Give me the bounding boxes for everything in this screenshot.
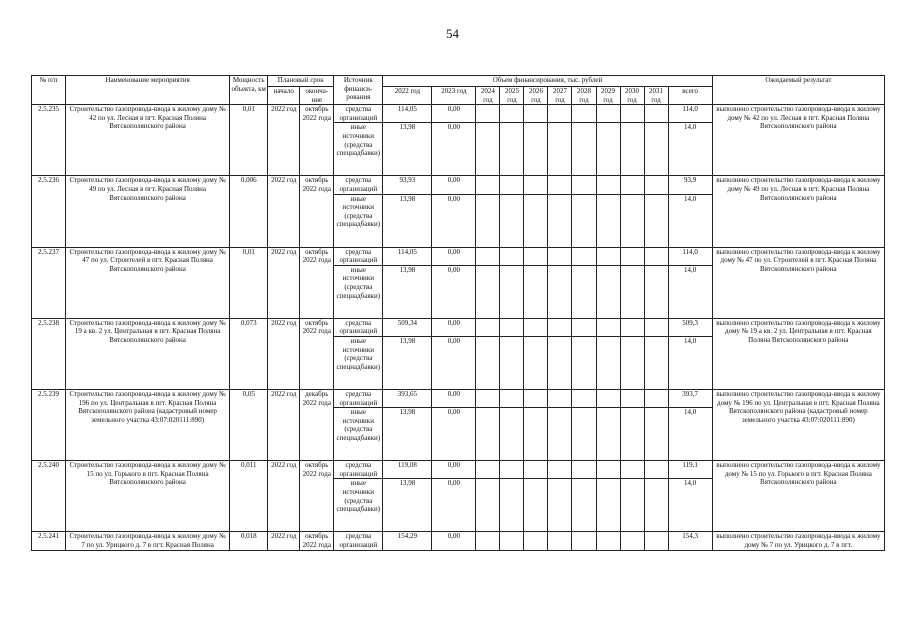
amount-2022: 154,29 <box>383 532 432 550</box>
expected-result: выполнено строительство газопровода-ввода к жилому дому № 49 по ул. Лесная в пгт. Красная Поляна Вятскополянского района <box>712 176 884 247</box>
amount-total: 509,3 <box>668 318 712 336</box>
header-num: № п/п <box>32 76 66 105</box>
amount-total: 114,0 <box>668 105 712 123</box>
amount-2023: 0,00 <box>432 123 476 176</box>
header-name: Наименование мероприятия <box>66 76 230 105</box>
amount-empty <box>500 408 524 461</box>
term-start: 2022 год <box>268 247 300 318</box>
amount-empty <box>572 408 596 461</box>
amount-empty <box>524 194 548 247</box>
amount-empty <box>596 105 620 123</box>
amount-empty <box>620 123 644 176</box>
amount-empty <box>644 408 668 461</box>
amount-2022: 393,65 <box>383 389 432 407</box>
amount-empty <box>644 318 668 336</box>
funding-table <box>31 75 885 551</box>
amount-2023: 0,00 <box>432 408 476 461</box>
amount-empty <box>548 389 572 407</box>
amount-empty <box>644 247 668 265</box>
header-total: всего <box>668 87 712 105</box>
amount-empty <box>596 194 620 247</box>
amount-2023: 0,00 <box>432 479 476 532</box>
amount-empty <box>500 389 524 407</box>
amount-empty <box>596 176 620 194</box>
amount-empty <box>548 479 572 532</box>
amount-total: 119,1 <box>668 461 712 479</box>
amount-empty <box>500 532 524 550</box>
row-number: 2.5.241 <box>32 532 66 550</box>
term-end: декабрь 2022 года <box>300 389 334 460</box>
amount-empty <box>596 461 620 479</box>
amount-empty <box>548 123 572 176</box>
term-start: 2022 год <box>268 461 300 532</box>
amount-total: 154,3 <box>668 532 712 550</box>
row-number: 2.5.235 <box>32 105 66 176</box>
header-term-start: начало <box>268 87 300 105</box>
header-year: 2024 год <box>476 87 500 105</box>
amount-empty <box>500 265 524 318</box>
amount-empty <box>548 265 572 318</box>
amount-empty <box>572 532 596 550</box>
amount-empty <box>476 336 500 389</box>
amount-2023: 0,00 <box>432 318 476 336</box>
amount-empty <box>572 176 596 194</box>
amount-empty <box>620 247 644 265</box>
header-year: 2029 год <box>596 87 620 105</box>
amount-empty <box>572 318 596 336</box>
amount-empty <box>476 318 500 336</box>
capacity-value: 0,073 <box>230 318 268 389</box>
funding-source: иные источники (средства спецнадбавки) <box>334 123 383 176</box>
measure-name: Строительство газопровода-ввода к жилому дому № 19 а кв. 2 ул. Центральная в пгт. Красная Поляна Вятскополянского района <box>66 318 230 389</box>
amount-empty <box>620 532 644 550</box>
funding-source: иные источники (средства спецнадбавки) <box>334 479 383 532</box>
header-result: Ожидаемый результат <box>712 76 884 105</box>
funding-source: иные источники (средства спецнадбавки) <box>334 194 383 247</box>
header-year: 2027 год <box>548 87 572 105</box>
amount-2022: 13,98 <box>383 123 432 176</box>
amount-total: 14,0 <box>668 479 712 532</box>
expected-result: выполнено строительство газопровода-ввода к жилому дому № 19 а кв. 2 ул. Центральная в пгт. Красная Поляна Вятскополянского района <box>712 318 884 389</box>
expected-result: выполнено строительство газопровода-ввода к жилому дому № 7 по ул. Урицкого д. 7 в пгт. <box>712 532 884 550</box>
amount-empty <box>524 318 548 336</box>
amount-empty <box>500 318 524 336</box>
header-year: 2028 год <box>572 87 596 105</box>
amount-empty <box>500 479 524 532</box>
amount-empty <box>620 479 644 532</box>
amount-total: 393,7 <box>668 389 712 407</box>
amount-empty <box>476 532 500 550</box>
amount-empty <box>596 265 620 318</box>
amount-empty <box>596 389 620 407</box>
amount-empty <box>596 479 620 532</box>
capacity-value: 0,01 <box>230 105 268 176</box>
term-end: октябрь 2022 года <box>300 461 334 532</box>
amount-empty <box>644 479 668 532</box>
amount-empty <box>524 123 548 176</box>
term-start: 2022 год <box>268 105 300 176</box>
funding-source: средства организаций <box>334 461 383 479</box>
amount-2022: 93,93 <box>383 176 432 194</box>
amount-total: 14,0 <box>668 123 712 176</box>
expected-result: выполнено строительство газопровода-ввода к жилому дому № 196 по ул. Центральная в пгт. Красная Поляна Вятскополянского района (кадастровый номер земельного участка 43:07:020111:890) <box>712 389 884 460</box>
table-row <box>32 105 885 123</box>
funding-source: средства организаций <box>334 532 383 550</box>
amount-empty <box>524 479 548 532</box>
amount-2022: 13,98 <box>383 265 432 318</box>
amount-total: 14,0 <box>668 194 712 247</box>
header-year: 2022 год <box>383 87 432 105</box>
header-term-end: оконча-ние <box>300 87 334 105</box>
amount-empty <box>572 105 596 123</box>
amount-empty <box>644 105 668 123</box>
amount-2023: 0,00 <box>432 461 476 479</box>
term-end: октябрь 2022 года <box>300 532 334 550</box>
amount-2022: 114,05 <box>383 247 432 265</box>
amount-empty <box>476 194 500 247</box>
amount-empty <box>644 265 668 318</box>
amount-empty <box>548 247 572 265</box>
term-end: октябрь 2022 года <box>300 318 334 389</box>
amount-2023: 0,00 <box>432 247 476 265</box>
capacity-value: 0,018 <box>230 532 268 550</box>
term-end: октябрь 2022 года <box>300 247 334 318</box>
amount-empty <box>644 532 668 550</box>
funding-source: иные источники (средства спецнадбавки) <box>334 336 383 389</box>
capacity-value: 0,01 <box>230 247 268 318</box>
amount-empty <box>524 389 548 407</box>
amount-2023: 0,00 <box>432 105 476 123</box>
amount-empty <box>548 461 572 479</box>
amount-2022: 119,08 <box>383 461 432 479</box>
amount-2022: 13,98 <box>383 479 432 532</box>
amount-empty <box>500 336 524 389</box>
amount-2023: 0,00 <box>432 176 476 194</box>
row-number: 2.5.238 <box>32 318 66 389</box>
term-start: 2022 год <box>268 318 300 389</box>
amount-empty <box>548 194 572 247</box>
amount-2023: 0,00 <box>432 336 476 389</box>
table-row <box>32 176 885 194</box>
amount-empty <box>620 336 644 389</box>
amount-empty <box>476 176 500 194</box>
amount-empty <box>620 389 644 407</box>
amount-2022: 13,98 <box>383 194 432 247</box>
amount-empty <box>476 479 500 532</box>
term-start: 2022 год <box>268 389 300 460</box>
amount-empty <box>548 318 572 336</box>
capacity-value: 0,006 <box>230 176 268 247</box>
amount-empty <box>548 176 572 194</box>
amount-empty <box>620 265 644 318</box>
amount-empty <box>644 176 668 194</box>
amount-empty <box>644 461 668 479</box>
row-number: 2.5.240 <box>32 461 66 532</box>
term-start: 2022 год <box>268 176 300 247</box>
amount-empty <box>500 247 524 265</box>
amount-empty <box>620 408 644 461</box>
measure-name: Строительство газопровода-ввода к жилому дому № 15 по ул. Горького в пгт. Красная Поляна Вятскополянского района <box>66 461 230 532</box>
amount-empty <box>644 389 668 407</box>
funding-source: средства организаций <box>334 247 383 265</box>
amount-2023: 0,00 <box>432 265 476 318</box>
measure-name: Строительство газопровода-ввода к жилому дому № 49 по ул. Лесная в пгт. Красная Поляна Вятскополянского района <box>66 176 230 247</box>
funding-source: иные источники (средства спецнадбавки) <box>334 408 383 461</box>
amount-empty <box>524 408 548 461</box>
amount-total: 93,9 <box>668 176 712 194</box>
amount-empty <box>476 265 500 318</box>
measure-name: Строительство газопровода-ввода к жилому дому № 196 по ул. Центральная в пгт. Красная Поляна Вятскополянского района (кадастровый номер земельного участка 43:07:020111:890) <box>66 389 230 460</box>
amount-empty <box>572 247 596 265</box>
amount-2023: 0,00 <box>432 532 476 550</box>
table-row <box>32 461 885 479</box>
amount-empty <box>620 194 644 247</box>
table-row <box>32 389 885 407</box>
amount-empty <box>548 336 572 389</box>
measure-name: Строительство газопровода-ввода к жилому дому № 47 по ул. Строителей в пгт. Красная Поляна Вятскополянского района <box>66 247 230 318</box>
term-end: октябрь 2022 года <box>300 176 334 247</box>
table-row <box>32 247 885 265</box>
header-year: 2023 год <box>432 87 476 105</box>
header-source: Источник финанси-рования <box>334 76 383 105</box>
amount-2022: 13,98 <box>383 408 432 461</box>
amount-empty <box>524 532 548 550</box>
table-body <box>32 105 885 550</box>
amount-empty <box>644 336 668 389</box>
amount-empty <box>500 105 524 123</box>
amount-empty <box>644 194 668 247</box>
header-year: 2030 год <box>620 87 644 105</box>
amount-empty <box>500 176 524 194</box>
amount-empty <box>548 105 572 123</box>
measure-name: Строительство газопровода-ввода к жилому дому № 42 по ул. Лесная в пгт. Красная Поляна Вятскополянского района <box>66 105 230 176</box>
amount-empty <box>524 247 548 265</box>
term-end: октябрь 2022 года <box>300 105 334 176</box>
amount-empty <box>596 532 620 550</box>
term-start: 2022 год <box>268 532 300 550</box>
row-number: 2.5.239 <box>32 389 66 460</box>
amount-empty <box>572 265 596 318</box>
header-term: Плановый срок <box>268 76 334 87</box>
amount-empty <box>572 194 596 247</box>
amount-empty <box>476 461 500 479</box>
amount-empty <box>476 123 500 176</box>
amount-empty <box>524 336 548 389</box>
amount-empty <box>596 247 620 265</box>
funding-source: средства организаций <box>334 176 383 194</box>
capacity-value: 0,011 <box>230 461 268 532</box>
amount-2022: 114,05 <box>383 105 432 123</box>
amount-empty <box>620 105 644 123</box>
amount-empty <box>524 176 548 194</box>
amount-empty <box>620 176 644 194</box>
table-row <box>32 318 885 336</box>
amount-empty <box>548 532 572 550</box>
amount-empty <box>500 194 524 247</box>
expected-result: выполнено строительство газопровода-ввода к жилому дому № 42 по ул. Лесная в пгт. Красная Поляна Вятскополянского района <box>712 105 884 176</box>
amount-empty <box>476 408 500 461</box>
header-year: 2025 год <box>500 87 524 105</box>
amount-empty <box>620 318 644 336</box>
amount-empty <box>572 461 596 479</box>
header-year: 2031 год <box>644 87 668 105</box>
amount-empty <box>596 318 620 336</box>
amount-total: 14,0 <box>668 336 712 389</box>
amount-total: 114,0 <box>668 247 712 265</box>
amount-empty <box>596 408 620 461</box>
row-number: 2.5.237 <box>32 247 66 318</box>
capacity-value: 0,05 <box>230 389 268 460</box>
funding-source: средства организаций <box>334 389 383 407</box>
header-year: 2026 год <box>524 87 548 105</box>
amount-empty <box>572 389 596 407</box>
header-funding: Объем финансирования, тыс. рублей <box>383 76 712 87</box>
amount-empty <box>524 461 548 479</box>
amount-empty <box>476 389 500 407</box>
amount-empty <box>620 461 644 479</box>
funding-source: средства организаций <box>334 318 383 336</box>
funding-source: средства организаций <box>334 105 383 123</box>
amount-2023: 0,00 <box>432 389 476 407</box>
expected-result: выполнено строительство газопровода-ввода к жилому дому № 47 по ул. Строителей в пгт. Красная Поляна Вятскополянского района <box>712 247 884 318</box>
row-number: 2.5.236 <box>32 176 66 247</box>
table-row <box>32 532 885 550</box>
amount-empty <box>524 265 548 318</box>
amount-total: 14,0 <box>668 265 712 318</box>
amount-2022: 509,34 <box>383 318 432 336</box>
amount-2023: 0,00 <box>432 194 476 247</box>
amount-empty <box>572 336 596 389</box>
amount-empty <box>596 123 620 176</box>
amount-empty <box>524 105 548 123</box>
measure-name: Строительство газопровода-ввода к жилому дому № 7 по ул. Урицкого д. 7 в пгт. Красная Поляна <box>66 532 230 550</box>
amount-empty <box>572 123 596 176</box>
amount-empty <box>596 336 620 389</box>
funding-source: иные источники (средства спецнадбавки) <box>334 265 383 318</box>
expected-result: выполнено строительство газопровода-ввода к жилому дому № 15 по ул. Горького в пгт. Красная Поляна Вятскополянского района <box>712 461 884 532</box>
amount-empty <box>572 479 596 532</box>
amount-empty <box>644 123 668 176</box>
amount-empty <box>548 408 572 461</box>
page-number: 54 <box>446 26 459 41</box>
amount-empty <box>500 123 524 176</box>
amount-empty <box>476 105 500 123</box>
header-capacity: Мощность объекта, км <box>230 76 268 105</box>
amount-total: 14,0 <box>668 408 712 461</box>
amount-empty <box>500 461 524 479</box>
amount-2022: 13,98 <box>383 336 432 389</box>
amount-empty <box>476 247 500 265</box>
